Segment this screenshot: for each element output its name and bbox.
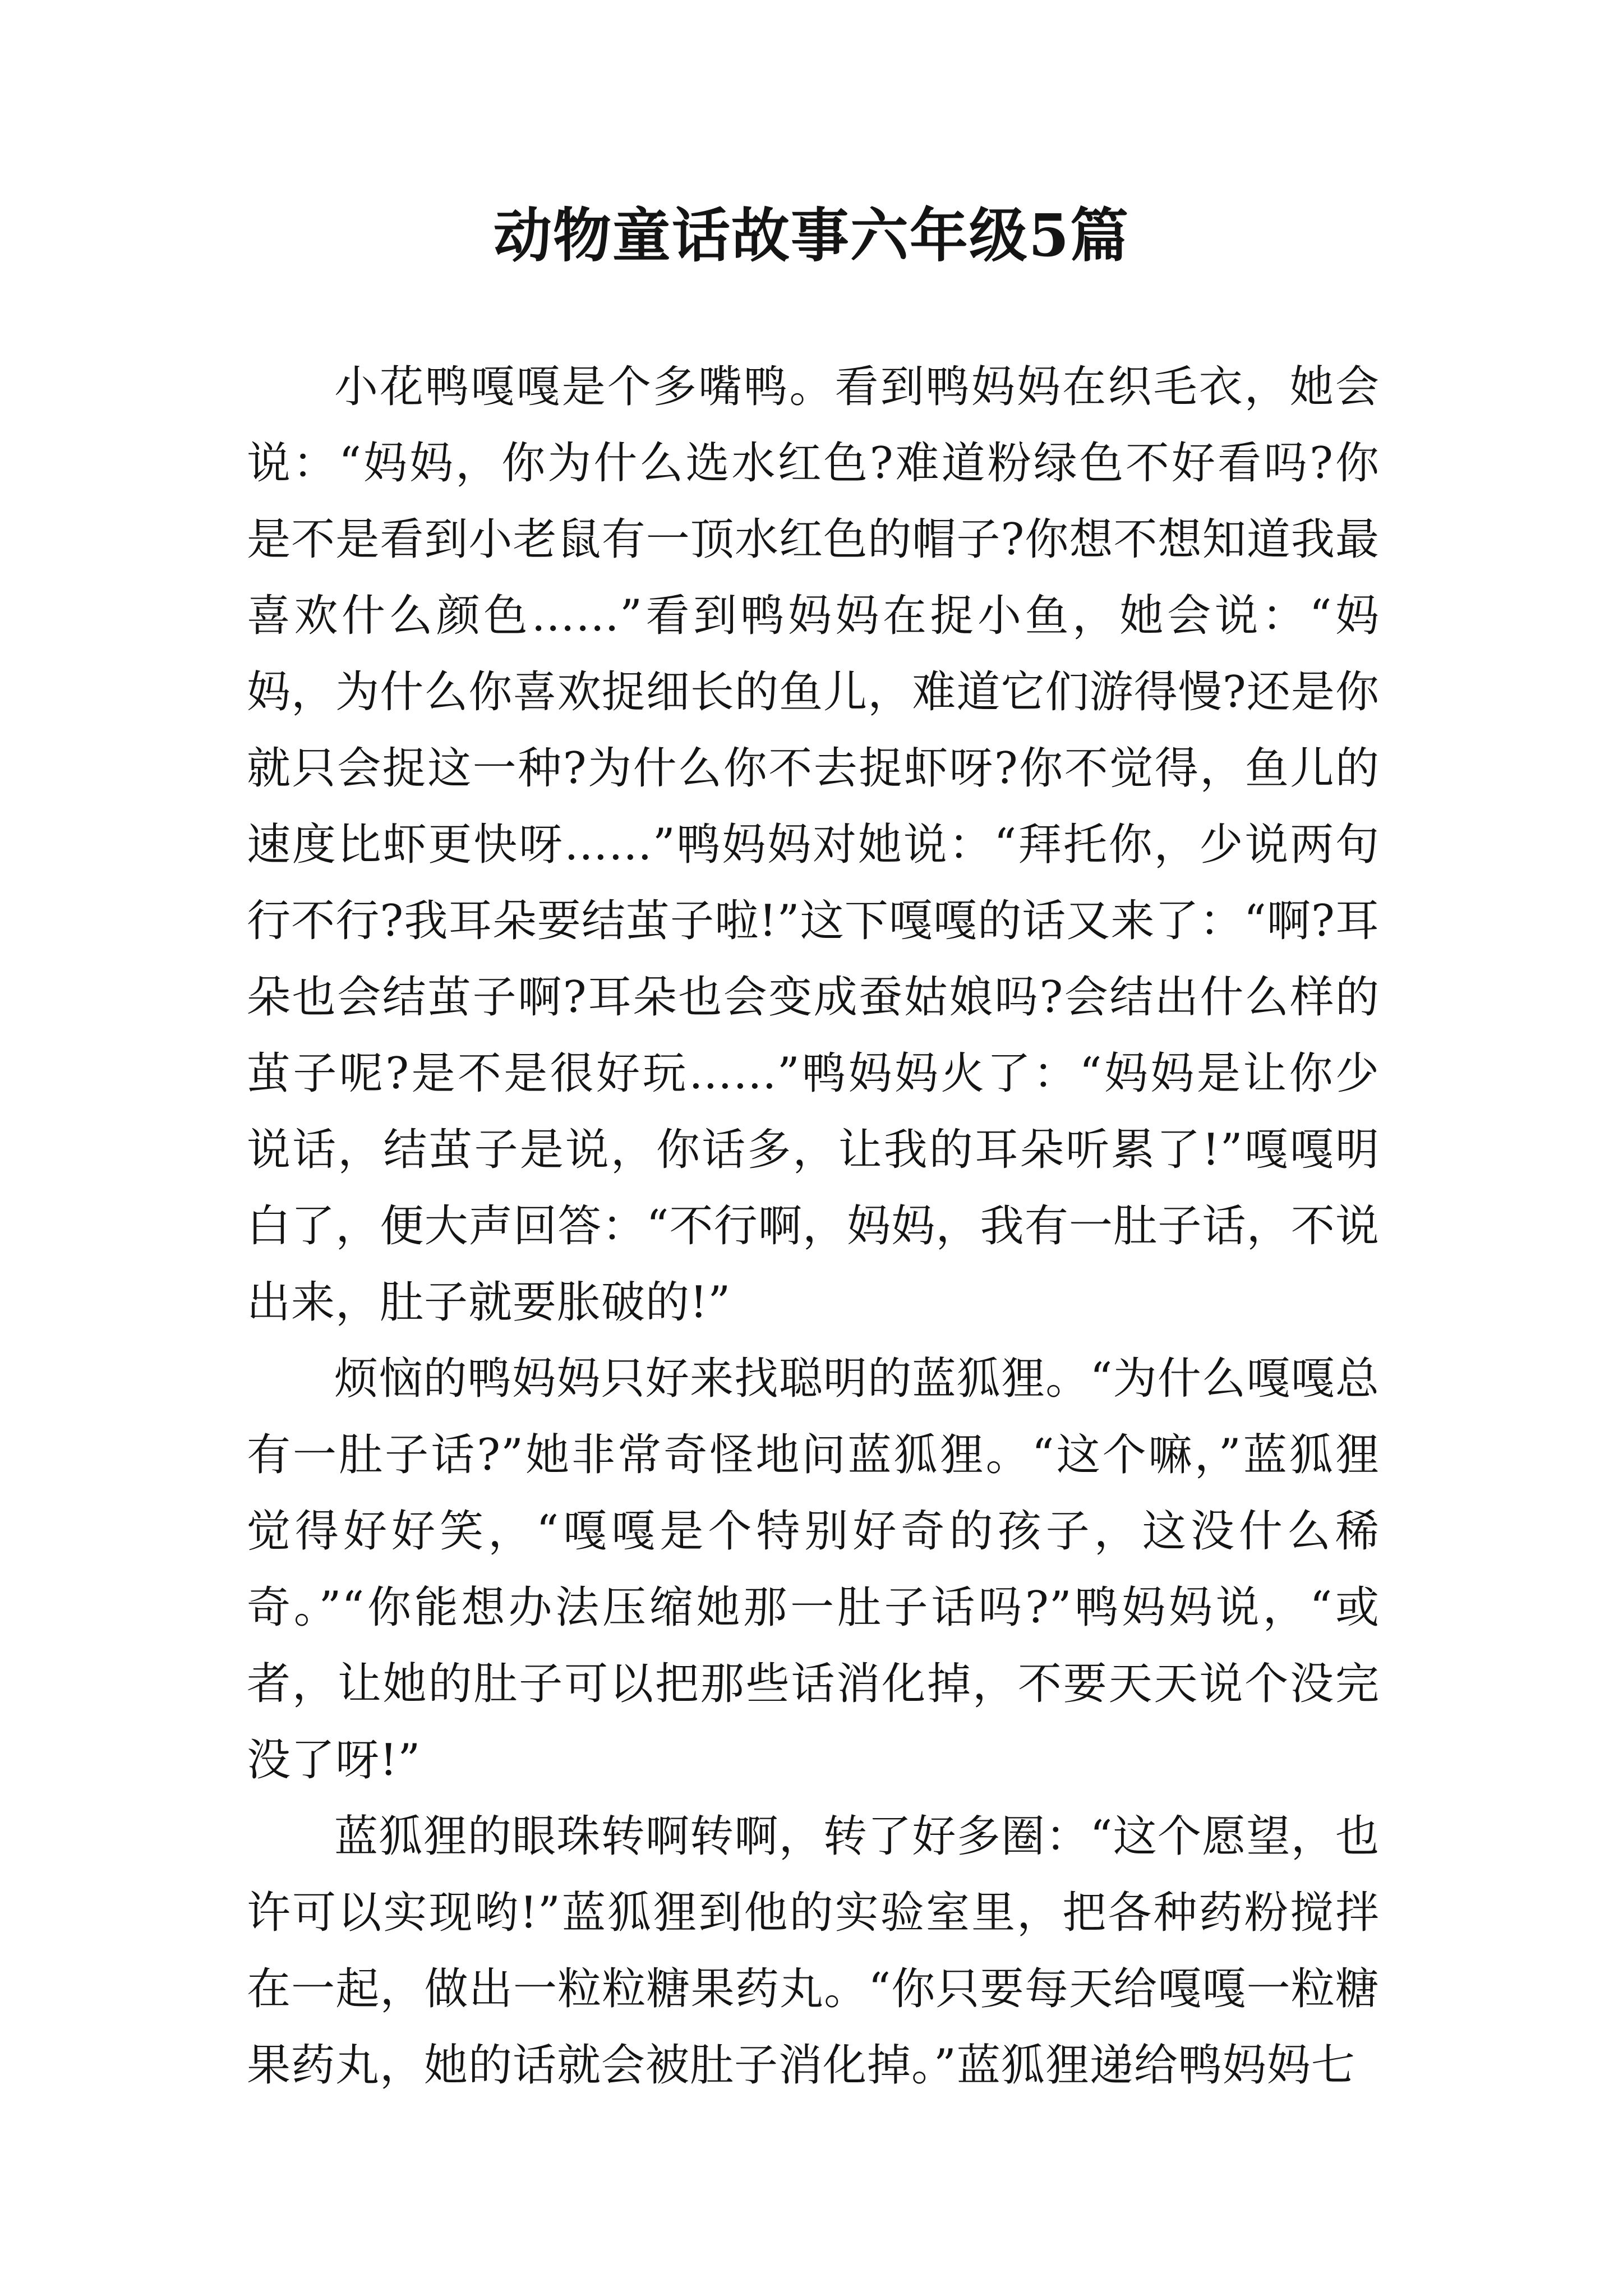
- paragraph-1: 小花鸭嘎嘎是个多嘴鸭。看到鸭妈妈在织毛衣，她会说：“妈妈，你为什么选水红色?难道粉绿色不好看吗?你是不是看到小老鼠有一顶水红色的帽子?你想不想知道我最喜欢什么颜色……”看到鸭妈妈在捉小鱼，她会说：“妈妈，为什么你喜欢捉细长的鱼儿，难道它们游得慢?还是你就只会捉这一种?为什么你不去捉虾呀?你不觉得，鱼儿的速度比虾更快呀……”鸭妈妈对她说：“拜托你，少说两句行不行?我耳朵要结茧子啦!”这下嘎嘎的话又来了：“啊?耳朵也会结茧子啊?耳朵也会变成蚕姑娘吗?会结出什么样的茧子呢?是不是很好玩……”鸭妈妈火了：“妈妈是让你少说话，结茧子是说，你话多，让我的耳朵听累了!”嘎嘎明白了，便大声回答：“不行啊，妈妈，我有一肚子话，不说出来，肚子就要胀破的!”: [247, 362, 1380, 1328]
- paragraph-2: 烦恼的鸭妈妈只好来找聪明的蓝狐狸。“为什么嘎嘎总有一肚子话?”她非常奇怪地问蓝狐狸。“这个嘛，”蓝狐狸觉得好好笑，“嘎嘎是个特别好奇的孩子，这没什么稀奇。”“你能想办法压缩她那一肚子话吗?”鸭妈妈说，“或者，让她的肚子可以把那些话消化掉，不要天天说个没完没了呀!”: [247, 1354, 1380, 1786]
- document-body: [247, 349, 1380, 2104]
- document-title: 动物童话故事六年级5篇: [493, 201, 1130, 270]
- paragraph-3: 蓝狐狸的眼珠转啊转啊，转了好多圈：“这个愿望，也许可以实现哟!”蓝狐狸到他的实验室里，把各种药粉搅拌在一起，做出一粒粒糖果药丸。“你只要每天给嘎嘎一粒糖果药丸，她的话就会被肚子消化掉。”蓝狐狸递给鸭妈妈七: [247, 1811, 1380, 2091]
